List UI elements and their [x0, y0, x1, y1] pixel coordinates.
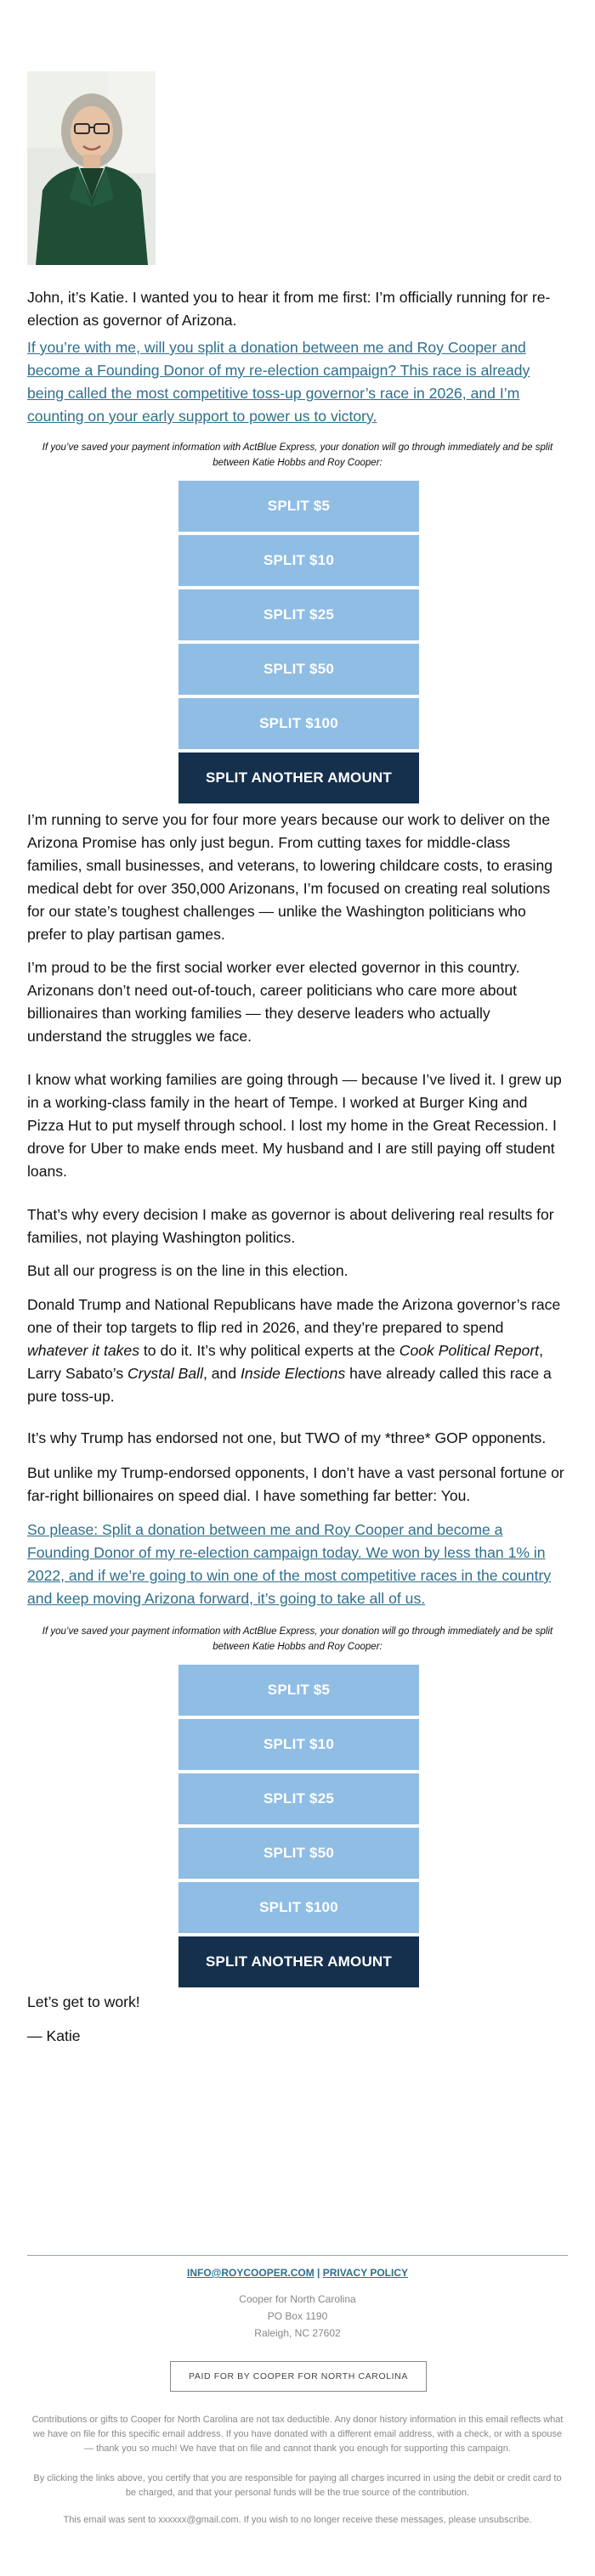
email-contact-link[interactable]: INFO@ROYCOOPER.COM — [186, 2267, 314, 2279]
donate-link-1[interactable]: If you’re with me, will you split a donation between me and Roy Cooper and become a Founding Donor of my re-election campaign? This race is already being called the most competitive toss-up governor’s race in 2026, and I’m counting on your early support to power us to victory. — [27, 339, 530, 425]
actblue-note-2: If you’ve saved your payment information with ActBlue Express, your donation will go through immediately and be split between Katie Hobbs and Roy Cooper: — [42, 1626, 553, 1652]
body-paragraph-5: But all our progress is on the line in this election. — [27, 1262, 348, 1279]
split-50-button-2[interactable]: SPLIT $50 — [178, 1828, 419, 1879]
candidate-portrait-photo — [27, 71, 156, 265]
split-100-button[interactable]: SPLIT $100 — [178, 698, 419, 749]
p6-text-c: to do it. It’s why political experts at the — [139, 1342, 400, 1359]
sent-to-end: . — [529, 2515, 532, 2525]
body-paragraph-2: I’m proud to be the first social worker ever elected governor in this country. Arizonans don’t need out-of-touch, career politicians who care more about billionaires than working families — they deserve leaders who actually understand the struggles we face. — [27, 959, 520, 1045]
footer-address — [0, 2291, 595, 2342]
candidate-portrait — [27, 71, 156, 265]
footer-links — [0, 2267, 595, 2279]
body-paragraph-6 — [27, 1294, 568, 1408]
address-line-3: Raleigh, NC 27602 — [254, 2327, 341, 2339]
ask-paragraph-1 — [27, 336, 568, 428]
unsubscribe-link[interactable]: unsubscribe — [479, 2515, 530, 2525]
sent-to-notice — [27, 2513, 568, 2528]
card-disclaimer: By clicking the links above, you certify that you are responsible for paying all charges incurred in using the debit or credit card to be charged, and that your personal funds will be the true source of the contribution. — [33, 2473, 562, 2498]
split-another-amount-button[interactable]: SPLIT ANOTHER AMOUNT — [178, 753, 419, 803]
split-25-button[interactable]: SPLIT $25 — [178, 589, 419, 640]
split-5-button[interactable]: SPLIT $5 — [178, 481, 419, 532]
split-100-button-2[interactable]: SPLIT $100 — [178, 1882, 419, 1933]
p6-inside-elections: Inside Elections — [241, 1365, 346, 1382]
donation-buttons-2 — [178, 1665, 419, 1991]
donate-link-2[interactable]: So please: Split a donation between me and Roy Cooper and become a Founding Donor of my re-election campaign today. We won by less than 1% in 2022, and if we’re going to win one of the most competitive races in the country and keep moving Arizona forward, it’s going to take all of us. — [27, 1521, 552, 1607]
address-line-2: PO Box 1190 — [267, 2310, 328, 2322]
intro-paragraph: John, it’s Katie. I wanted you to hear it from me first: I’m officially running for re-election as governor of Arizona. — [27, 289, 551, 329]
split-50-button[interactable]: SPLIT $50 — [178, 644, 419, 695]
actblue-note-1: If you’ve saved your payment information with ActBlue Express, your donation will go through immediately and be split between Katie Hobbs and Roy Cooper: — [42, 442, 553, 468]
privacy-policy-link[interactable]: PRIVACY POLICY — [322, 2267, 408, 2279]
split-25-button-2[interactable]: SPLIT $25 — [178, 1773, 419, 1824]
body-paragraph-4: That’s why every decision I make as governor is about delivering real results for families, not playing Washington politics. — [27, 1206, 554, 1246]
p6-crystal-ball: Crystal Ball — [128, 1365, 203, 1382]
split-5-button-2[interactable]: SPLIT $5 — [178, 1665, 419, 1716]
p6-text-a: Donald Trump and National Republicans have made the Arizona governor’s race one of their top targets to flip red in 2026, and they’re prepared to spend — [27, 1296, 561, 1336]
tax-disclaimer: Contributions or gifts to Cooper for North Carolina are not tax deductible. Any donor history information in this email reflects what we have on file for this specific email address. If you have donated with a different email address, with a check, or with a spouse — thank you so much! We have that on file and cannot thank you enough for supporting this campaign. — [31, 2415, 564, 2454]
split-another-amount-button-2[interactable]: SPLIT ANOTHER AMOUNT — [178, 1936, 419, 1987]
signature: — Katie — [27, 2027, 81, 2044]
body-paragraph-8: But unlike my Trump-endorsed opponents, I don’t have a vast personal fortune or far-right billionaires on speed dial. I have something far better: You. — [27, 1464, 564, 1504]
footer-link-separator: | — [317, 2267, 320, 2279]
split-10-button[interactable]: SPLIT $10 — [178, 535, 419, 586]
body-paragraph-7: It’s why Trump has endorsed not one, but TWO of my *three* GOP opponents. — [27, 1429, 547, 1446]
body-paragraph-1: I’m running to serve you for four more years because our work to deliver on the Arizona Promise has only just begun. From cutting taxes for middle-class families, small businesses, and veterans, to lowering childcare costs, to erasing medical debt for over 350,000 Arizonans, I’m focused on creating real solutions for our state’s toughest challenges — unlike the Washington politicians who prefer to play partisan games. — [27, 811, 553, 943]
split-10-button-2[interactable]: SPLIT $10 — [178, 1719, 419, 1770]
p6-emphasis: whatever it takes — [27, 1342, 140, 1359]
address-line-1: Cooper for North Carolina — [239, 2293, 356, 2305]
paid-for-box: PAID FOR BY COOPER FOR NORTH CAROLINA — [170, 2361, 427, 2392]
p6-cook-report: Cook Political Report — [399, 1342, 540, 1359]
donation-buttons-1 — [178, 481, 419, 807]
body-paragraph-3: I know what working families are going through — because I’ve lived it. I grew up in a working-class family in the heart of Tempe. I worked at Burger King and Pizza Hut to put myself through school. I lost my home in the Great Recession. I drove for Uber to make ends meet. My husband and I are still paying off student loans. — [27, 1071, 562, 1180]
p6-text-i: have already called this race a pure toss-up. — [27, 1365, 552, 1405]
sent-to-text: This email was sent to xxxxxx@gmail.com. If you wish to no longer receive these messages, please — [63, 2515, 479, 2525]
closing-line: Let’s get to work! — [27, 1993, 140, 2010]
ask-paragraph-2 — [27, 1519, 568, 1610]
p6-text-g: , and — [202, 1365, 241, 1382]
p6-text-e: , Larry Sabato’s — [27, 1342, 543, 1382]
footer-divider — [27, 2255, 568, 2256]
